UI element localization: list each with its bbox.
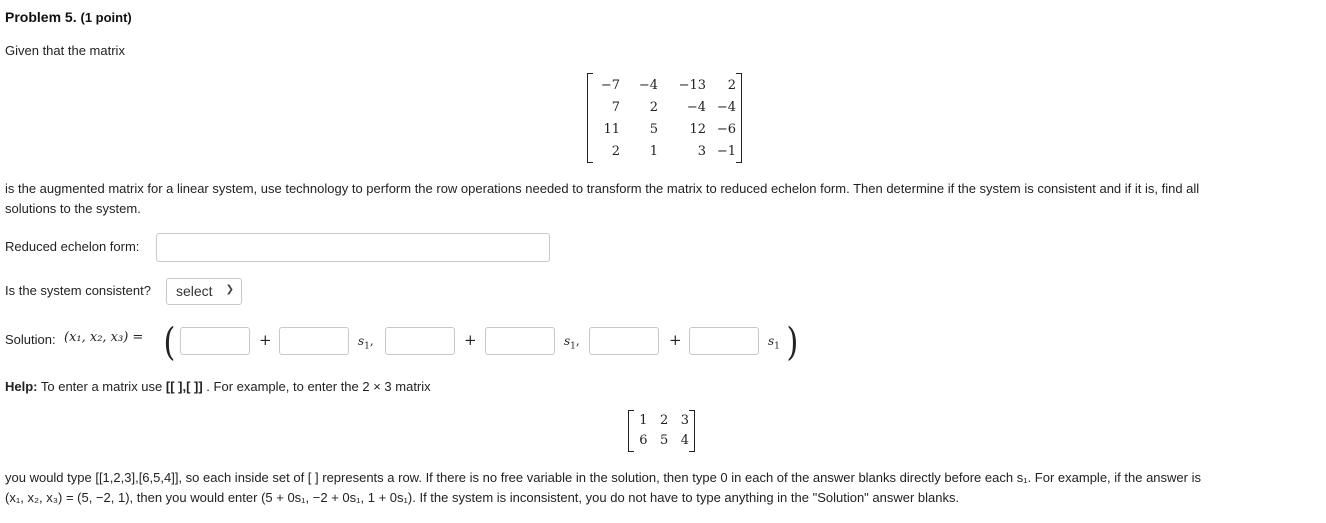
problem-number: Problem 5.	[5, 9, 77, 25]
example-matrix-cell: 5	[659, 432, 669, 448]
solution-x2-coefficient[interactable]	[485, 327, 555, 355]
example-matrix-cell: 4	[680, 432, 689, 448]
matrix-cell: −4	[716, 99, 736, 115]
matrix-cell: 1	[649, 143, 658, 159]
example-right-bracket	[689, 410, 695, 452]
help-label: Help:	[5, 379, 38, 394]
s1-variable-1: $s_1$,	[358, 334, 374, 352]
reduced-echelon-label: Reduced echelon form:	[5, 239, 140, 254]
description-line-1: is the augmented matrix for a linear system, use technology to perform the row operations needed to transform the matrix to reduced echelon form. Then determine if the system is consistent and if it is, find all	[5, 181, 1200, 196]
example-matrix-table	[634, 410, 689, 450]
solution-x2-constant[interactable]	[385, 327, 455, 355]
consistent-selected-value: select	[176, 283, 213, 299]
matrix-row	[595, 140, 736, 162]
example-matrix-cell: 2	[659, 412, 669, 428]
problem-title	[5, 9, 132, 25]
example-matrix-cell: 6	[639, 432, 648, 448]
matrix-table	[595, 74, 736, 162]
solution-label: Solution:	[5, 332, 56, 347]
solution-x1-constant[interactable]	[180, 327, 250, 355]
s1-variable-2: $s_1$,	[564, 334, 580, 352]
matrix-cell: −1	[716, 143, 736, 159]
reduced-echelon-input[interactable]	[156, 233, 550, 262]
solution-x3-coefficient[interactable]	[689, 327, 759, 355]
help-text-after: . For example, to enter the 2 × 3 matrix	[202, 379, 431, 394]
footer-line-1: you would type [[1,2,3],[6,5,4]], so each inside set of [ ] represents a row. If there is no free variable in the solution, then type 0 in each of the answer blanks directly before each s₁. For example, if the answer is	[5, 470, 1201, 485]
matrix-cell: 2	[649, 99, 658, 115]
solution-close-paren: )	[786, 320, 799, 364]
matrix-cell: 12	[689, 121, 706, 137]
consistent-label: Is the system consistent?	[5, 283, 151, 298]
matrix-row	[595, 74, 736, 96]
matrix-row	[595, 118, 736, 140]
s1-variable-3: $s_1$	[768, 334, 780, 352]
matrix-cell: 2	[727, 77, 736, 93]
solution-x3-constant[interactable]	[589, 327, 659, 355]
description-line-2: solutions to the system.	[5, 201, 141, 216]
matrix-cell: −13	[678, 77, 706, 93]
matrix-cell: 5	[649, 121, 658, 137]
matrix-row	[595, 96, 736, 118]
matrix-cell: −6	[716, 121, 736, 137]
example-matrix-row	[634, 410, 689, 430]
augmented-matrix	[587, 73, 742, 163]
plus-sign-1: +	[259, 331, 272, 349]
matrix-cell: −4	[686, 99, 706, 115]
help-code: [[ ],[ ]]	[165, 379, 203, 394]
footer-line-2: (x₁, x₂, x₃) = (5, −2, 1), then you would enter (5 + 0s₁, −2 + 0s₁, 1 + 0s₁). If the system is inconsistent, you do not have to type anything in the "Solution" answer blanks.	[5, 490, 960, 505]
plus-sign-3: +	[669, 331, 682, 349]
matrix-cell: −7	[600, 77, 620, 93]
example-matrix-cell: 3	[680, 412, 689, 428]
solution-lhs: (x₁, x₂, x₃) =	[64, 330, 144, 345]
chevron-down-icon: ❯	[225, 284, 234, 295]
plus-sign-2: +	[464, 331, 477, 349]
solution-open-paren: (	[163, 320, 176, 364]
example-matrix-cell: 1	[639, 412, 648, 428]
problem-points: (1 point)	[80, 10, 132, 25]
matrix-cell: 2	[611, 143, 620, 159]
intro-text: Given that the matrix	[5, 43, 125, 58]
matrix-cell: 11	[603, 121, 620, 137]
matrix-cell: 3	[697, 143, 706, 159]
help-text	[5, 377, 431, 397]
example-matrix	[628, 410, 695, 452]
help-text-before: To enter a matrix use	[37, 379, 166, 394]
matrix-right-bracket	[736, 73, 742, 163]
matrix-left-bracket	[587, 73, 593, 163]
consistent-select[interactable]	[166, 278, 242, 305]
example-matrix-row	[634, 430, 689, 450]
matrix-cell: −4	[638, 77, 658, 93]
matrix-cell: 7	[611, 99, 620, 115]
solution-x1-coefficient[interactable]	[279, 327, 349, 355]
